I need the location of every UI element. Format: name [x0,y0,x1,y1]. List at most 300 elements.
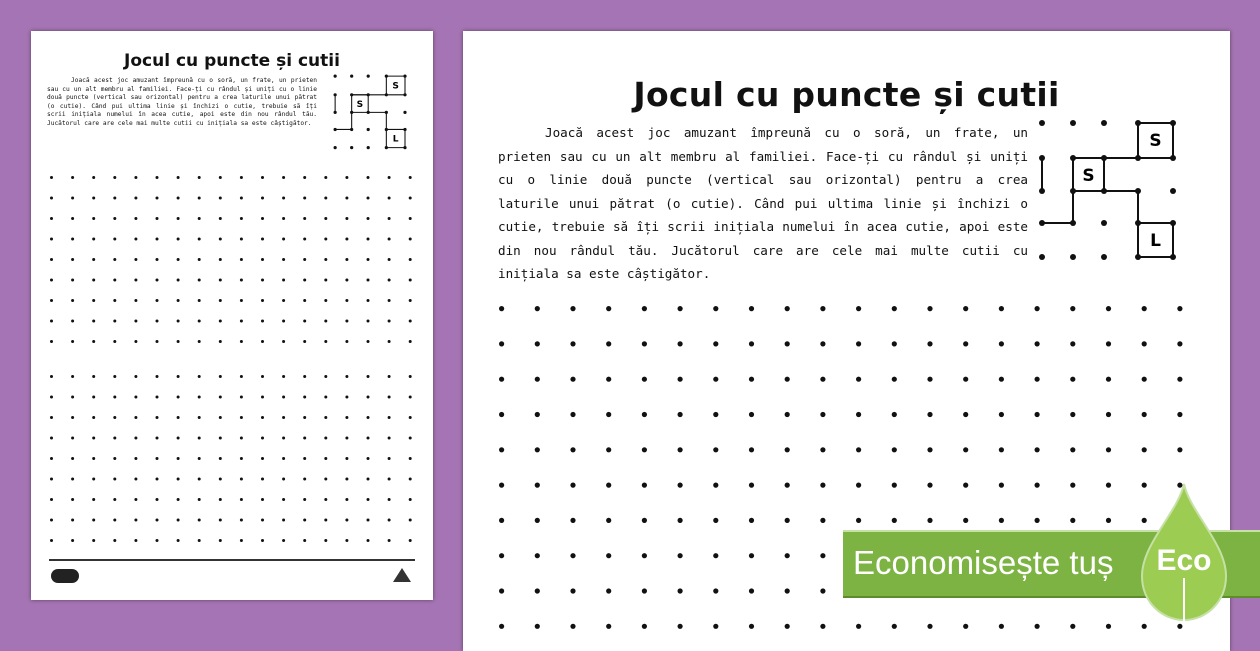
grid-dot [155,176,158,179]
grid-dot [176,258,179,261]
grid-dot [345,299,348,302]
grid-dot [999,306,1004,311]
grid-dot [606,448,611,453]
grid-dot [408,416,411,419]
grid-dot [856,518,861,523]
grid-dot [261,498,264,501]
grid-dot [324,217,327,220]
grid-dot [239,477,242,480]
grid-dot [218,319,221,322]
grid-dot [218,457,221,460]
grid-dot [176,176,179,179]
grid-dot [71,395,74,398]
grid-dot [714,624,719,629]
grid-dot [408,340,411,343]
grid-dot [714,342,719,347]
grid-dot [856,624,861,629]
thumbnail-box-letter: S [356,100,364,111]
grid-dot [366,539,369,542]
grid-dot [71,498,74,501]
grid-dot [1071,342,1076,347]
grid-dot [785,377,790,382]
grid-dot [134,395,137,398]
grid-dot [134,176,137,179]
grid-dot [197,436,200,439]
grid-dot [50,196,53,199]
grid-dot [324,278,327,281]
grid-dot [535,377,540,382]
grid-dot [218,416,221,419]
grid-dot [571,589,576,594]
grid-dot [155,258,158,261]
grid-dot [606,412,611,417]
grid-dot [282,299,285,302]
grid-dot [408,457,411,460]
grid-dot [856,412,861,417]
grid-dot [324,319,327,322]
grid-dot [387,299,390,302]
grid-dot [1035,483,1040,488]
grid-dot [155,299,158,302]
grid-dot [197,258,200,261]
grid-dot [1106,483,1111,488]
grid-dot [324,539,327,542]
grid-dot [856,448,861,453]
grid-dot [928,483,933,488]
grid-dot [366,217,369,220]
publisher-badge-icon [391,566,413,584]
grid-dot [387,278,390,281]
grid-dot [155,237,158,240]
grid-dot [113,395,116,398]
grid-dot [408,278,411,281]
grid-dot [239,340,242,343]
grid-dot [197,278,200,281]
grid-dot [642,518,647,523]
grid-dot [71,319,74,322]
grid-dot [1071,377,1076,382]
grid-dot [821,342,826,347]
grid-dot [892,412,897,417]
grid-dot [176,477,179,480]
grid-dot [303,196,306,199]
grid-dot [387,196,390,199]
grid-dot [749,589,754,594]
grid-dot [324,518,327,521]
grid-dot [92,436,95,439]
grid-dot [218,395,221,398]
grid-dot [345,196,348,199]
grid-dot [71,340,74,343]
grid-dot [303,299,306,302]
grid-dot [749,306,754,311]
grid-dot [345,395,348,398]
grid-dot [176,436,179,439]
grid-dot [218,436,221,439]
grid-dot [71,196,74,199]
grid-dot [892,624,897,629]
grid-dot [387,217,390,220]
grid-dot [218,518,221,521]
grid-dot [50,518,53,521]
grid-dot [999,412,1004,417]
grid-dot [134,258,137,261]
grid-dot [714,589,719,594]
grid-dot [239,498,242,501]
grid-dot [821,624,826,629]
grid-dot [499,589,504,594]
grid-dot [1142,624,1147,629]
grid-dot [176,457,179,460]
grid-dot [1142,448,1147,453]
grid-dot [345,539,348,542]
grid-dot [261,299,264,302]
grid-dot [113,457,116,460]
grid-dot [324,299,327,302]
grid-dot [387,237,390,240]
grid-dot [324,395,327,398]
grid-dot [1178,448,1183,453]
grid-dot [366,196,369,199]
grid-dot [571,483,576,488]
worksheet-thumbnail[interactable] [31,31,433,600]
grid-dot [366,375,369,378]
example-box-letter: S [1149,131,1162,151]
grid-dot [261,395,264,398]
grid-dot [408,196,411,199]
grid-dot [856,483,861,488]
grid-dot [387,539,390,542]
grid-dot [606,306,611,311]
grid-dot [892,483,897,488]
grid-dot [535,342,540,347]
grid-dot [218,498,221,501]
grid-dot [324,477,327,480]
grid-dot [387,457,390,460]
grid-dot [50,375,53,378]
grid-dot [1035,342,1040,347]
grid-dot [113,477,116,480]
grid-dot [155,457,158,460]
grid-dot [92,518,95,521]
grid-dot [239,539,242,542]
grid-dot [642,589,647,594]
grid-dot [303,539,306,542]
grid-dot [261,518,264,521]
thumbnail-example-diagram [333,74,413,154]
grid-dot [176,237,179,240]
grid-dot [176,416,179,419]
grid-dot [1106,518,1111,523]
grid-dot [821,412,826,417]
grid-dot [218,340,221,343]
grid-dot [749,483,754,488]
grid-dot [303,416,306,419]
grid-dot [50,416,53,419]
grid-dot [345,375,348,378]
grid-dot [749,624,754,629]
grid-dot [261,176,264,179]
grid-dot [324,375,327,378]
grid-dot [282,278,285,281]
grid-dot [324,416,327,419]
grid-dot [324,176,327,179]
grid-dot [642,306,647,311]
grid-dot [218,176,221,179]
grid-dot [1035,306,1040,311]
grid-dot [856,342,861,347]
grid-dot [856,377,861,382]
grid-dot [571,377,576,382]
grid-dot [535,589,540,594]
grid-dot [218,539,221,542]
grid-dot [1071,483,1076,488]
grid-dot [303,375,306,378]
grid-dot [963,518,968,523]
grid-dot [821,553,826,558]
grid-dot [821,518,826,523]
example-diagram [1038,119,1188,269]
grid-dot [113,258,116,261]
grid-dot [785,518,790,523]
grid-dot [197,340,200,343]
grid-dot [963,624,968,629]
grid-dot [678,377,683,382]
eco-badge-label: Eco [1156,544,1212,577]
grid-dot [408,518,411,521]
grid-dot [408,176,411,179]
grid-dot [50,477,53,480]
grid-dot [749,448,754,453]
grid-dot [155,518,158,521]
grid-dot [1106,412,1111,417]
grid-dot [155,278,158,281]
grid-dot [303,436,306,439]
grid-dot [261,539,264,542]
grid-dot [113,436,116,439]
grid-dot [50,319,53,322]
grid-dot [92,416,95,419]
grid-dot [282,258,285,261]
grid-dot [366,416,369,419]
grid-dot [1035,412,1040,417]
grid-dot [176,375,179,378]
grid-dot [785,624,790,629]
grid-dot [176,518,179,521]
grid-dot [366,518,369,521]
thumbnail-dot-grid-bottom [49,374,413,543]
grid-dot [92,176,95,179]
grid-dot [366,319,369,322]
grid-dot [928,412,933,417]
grid-dot [92,196,95,199]
grid-dot [303,477,306,480]
grid-dot [963,448,968,453]
grid-dot [92,498,95,501]
grid-dot [197,498,200,501]
grid-dot [1106,448,1111,453]
grid-dot [50,217,53,220]
grid-dot [408,237,411,240]
grid-dot [197,457,200,460]
grid-dot [345,217,348,220]
grid-dot [239,237,242,240]
thumbnail-box-letter: S [392,81,399,92]
grid-dot [387,176,390,179]
grid-dot [282,375,285,378]
grid-dot [282,518,285,521]
grid-dot [856,306,861,311]
grid-dot [50,539,53,542]
grid-dot [1106,306,1111,311]
grid-dot [92,375,95,378]
grid-dot [155,395,158,398]
grid-dot [155,375,158,378]
grid-dot [261,340,264,343]
grid-dot [134,539,137,542]
grid-dot [71,278,74,281]
grid-dot [785,412,790,417]
grid-dot [113,299,116,302]
grid-dot [749,377,754,382]
grid-dot [176,196,179,199]
grid-dot [197,518,200,521]
grid-dot [239,457,242,460]
grid-dot [303,217,306,220]
grid-dot [678,483,683,488]
grid-dot [282,436,285,439]
grid-dot [71,375,74,378]
grid-dot [535,624,540,629]
grid-dot [303,258,306,261]
grid-dot [408,539,411,542]
grid-dot [999,624,1004,629]
grid-dot [218,375,221,378]
grid-dot [113,539,116,542]
grid-dot [892,377,897,382]
grid-dot [176,340,179,343]
grid-dot [134,477,137,480]
grid-dot [239,416,242,419]
grid-dot [571,306,576,311]
thumbnail-dot-grid-top [49,175,413,344]
grid-dot [1035,518,1040,523]
grid-dot [176,299,179,302]
grid-dot [50,457,53,460]
grid-dot [499,377,504,382]
grid-dot [1142,377,1147,382]
grid-dot [176,278,179,281]
grid-dot [50,278,53,281]
grid-dot [892,342,897,347]
grid-dot [113,278,116,281]
grid-dot [345,176,348,179]
grid-dot [714,377,719,382]
grid-dot [345,278,348,281]
grid-dot [387,340,390,343]
grid-dot [239,375,242,378]
grid-dot [303,457,306,460]
grid-dot [606,342,611,347]
grid-dot [499,306,504,311]
grid-dot [113,217,116,220]
grid-dot [282,477,285,480]
grid-dot [282,196,285,199]
grid-dot [642,553,647,558]
grid-dot [571,412,576,417]
grid-dot [197,176,200,179]
grid-dot [714,553,719,558]
grid-dot [303,319,306,322]
grid-dot [963,342,968,347]
grid-dot [261,196,264,199]
grid-dot [71,477,74,480]
grid-dot [92,319,95,322]
grid-dot [261,457,264,460]
grid-dot [261,416,264,419]
grid-dot [963,377,968,382]
grid-dot [499,518,504,523]
grid-dot [571,518,576,523]
grid-dot [218,278,221,281]
grid-dot [749,553,754,558]
grid-dot [50,340,53,343]
grid-dot [535,553,540,558]
grid-dot [408,258,411,261]
grid-dot [963,306,968,311]
grid-dot [571,624,576,629]
grid-dot [303,237,306,240]
grid-dot [92,278,95,281]
grid-dot [197,217,200,220]
grid-dot [134,375,137,378]
grid-dot [261,237,264,240]
grid-dot [606,553,611,558]
grid-dot [821,589,826,594]
grid-dot [218,196,221,199]
grid-dot [571,342,576,347]
grid-dot [134,196,137,199]
grid-dot [324,196,327,199]
grid-dot [606,377,611,382]
worksheet-title: Jocul cu puncte și cutii [633,75,1060,114]
grid-dot [1106,624,1111,629]
grid-dot [366,457,369,460]
grid-dot [324,498,327,501]
grid-dot [714,518,719,523]
grid-dot [408,477,411,480]
grid-dot [387,395,390,398]
grid-dot [535,483,540,488]
grid-dot [197,237,200,240]
grid-dot [92,395,95,398]
worksheet-instructions: Joacă acest joc amuzant împreună cu o soră, un frate, un prieten sau cu un alt membru al familiei. Face-ți cu rândul și uniți cu o linie două puncte (vertical sau orizontal) pentru a crea laturile unui pătrat (o cutie). Când pui ultima linie și închizi o cutie, trebuie să îți scrii inițiala numelui în acea cutie, apoi este din nou rândul tău. Jucătorul care are cele mai multe cutii cu inițiala sa este câștigător. [498,125,1028,281]
grid-dot [324,457,327,460]
grid-dot [113,237,116,240]
grid-dot [1142,412,1147,417]
grid-dot [113,340,116,343]
grid-dot [345,498,348,501]
grid-dot [239,258,242,261]
grid-dot [218,299,221,302]
grid-dot [261,319,264,322]
grid-dot [239,196,242,199]
grid-dot [218,258,221,261]
footer-rule [49,559,415,561]
grid-dot [282,319,285,322]
grid-dot [387,416,390,419]
grid-dot [345,319,348,322]
